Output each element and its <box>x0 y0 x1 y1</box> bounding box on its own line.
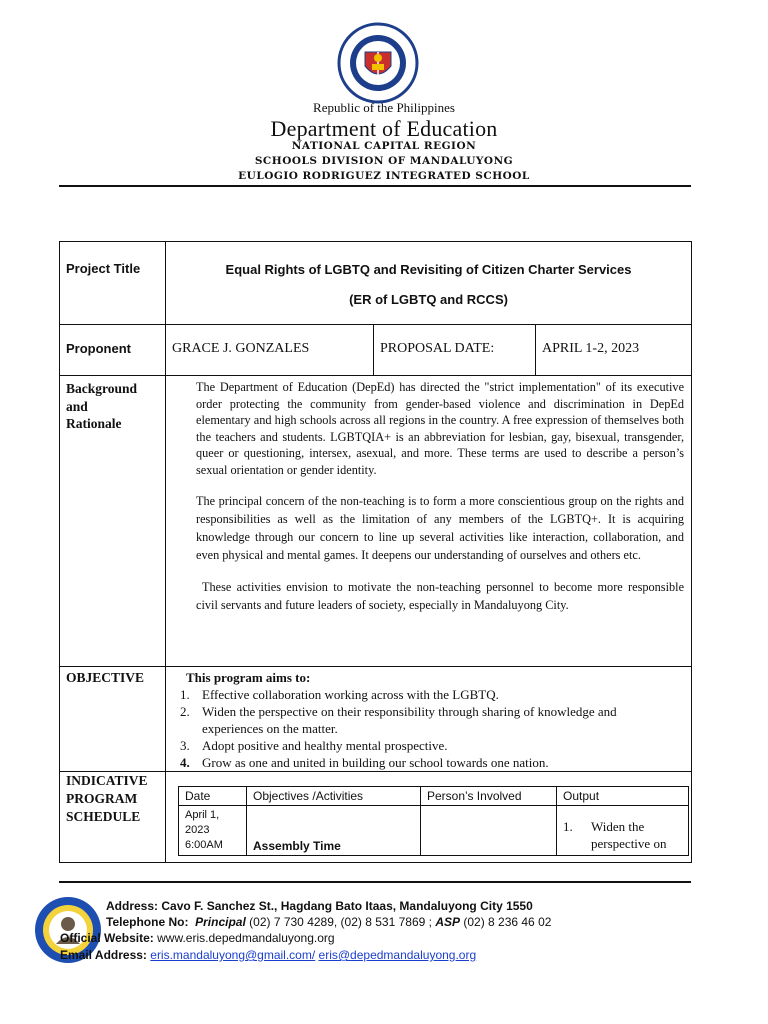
footer-website: Official Website: www.eris.depedmandaluyong.org <box>60 931 335 945</box>
background-label: Background and Rationale <box>66 381 138 431</box>
footer-divider <box>59 881 691 883</box>
objectives-list <box>180 686 670 771</box>
schedule-row-1: April 1, 2023 6:00AM Assembly Time 1. Widen the perspective on <box>179 806 689 856</box>
school-heading: EULOGIO RODRIGUEZ INTEGRATED SCHOOL <box>238 170 530 182</box>
background-row <box>60 376 692 667</box>
project-title: Equal Rights of LGBTQ and Revisiting of Citizen Charter Services <box>225 262 632 277</box>
proponent-name: GRACE J. GONZALES <box>172 341 310 356</box>
deped-seal-logo <box>337 22 419 104</box>
program-schedule-table <box>178 786 689 856</box>
proponent-label: Proponent <box>66 341 131 356</box>
project-title-label: Project Title <box>66 261 141 276</box>
objective-label: OBJECTIVE <box>66 670 145 685</box>
objective-row <box>60 667 692 772</box>
email-link-deped[interactable]: eris@depedmandaluyong.org <box>318 948 477 962</box>
project-proposal-table <box>59 241 692 863</box>
schedule-activity: Assembly Time <box>247 806 421 856</box>
objective-item: 2. Widen the perspective on their responsibility through sharing of knowledge and experiences on the matter. <box>180 704 617 736</box>
proponent-row <box>60 325 692 376</box>
footer-email: Email Address: eris.mandaluyong@gmail.com/ eris@depedmandaluyong.org <box>60 948 477 962</box>
republic-heading: Republic of the Philippines <box>313 100 455 115</box>
email-link-gmail[interactable]: eris.mandaluyong@gmail.com/ <box>150 948 316 962</box>
schedule-row <box>60 772 692 863</box>
schedule-output: 1. Widen the perspective on <box>563 819 667 851</box>
background-paragraph-3: These activities envision to motivate the non-teaching personnel to become more responsible civil servants and future leaders of society, especially in Mandaluyong City. <box>196 580 685 612</box>
background-paragraph-2: The principal concern of the non-teaching is to form a more conscientious group on the rights and responsibilities as well as the limitation of any members of the LGBTQ+. It is acquiring knowledge through our concern to line up several activities like interaction, collaboration, and even physical and mental games. It deepens our understanding of ourselves and others etc. <box>196 494 685 562</box>
schedule-header-date: Date <box>179 787 247 806</box>
division-heading: SCHOOLS DIVISION OF MANDALUYONG <box>254 155 514 167</box>
objective-item: 1. Effective collaboration working across with the LGBTQ. <box>180 687 499 702</box>
schedule-header-activities: Objectives /Activities <box>247 787 421 806</box>
footer-address: Address: Cavo F. Sanchez St., Hagdang Bato Itaas, Mandaluyong City 1550 <box>106 899 533 913</box>
objective-intro: This program aims to: <box>186 670 311 685</box>
objective-item: 4. Grow as one and united in building our school towards one nation. <box>180 755 549 770</box>
footer-telephone: Telephone No: Principal (02) 7 730 4289, (02) 8 531 7869 ; ASP (02) 8 236 46 02 <box>106 915 552 929</box>
proposal-date-label: PROPOSAL DATE: <box>380 341 495 356</box>
department-heading: Department of Education <box>270 116 498 141</box>
header-divider <box>59 185 691 187</box>
schedule-header-persons: Person’s Involved <box>421 787 557 806</box>
schedule-header-output: Output <box>557 787 689 806</box>
schedule-date: April 1, <box>185 809 220 821</box>
region-heading: NATIONAL CAPITAL REGION <box>291 140 477 152</box>
proposal-date: APRIL 1-2, 2023 <box>542 341 640 356</box>
schedule-persons <box>421 806 557 856</box>
objective-item: 3. Adopt positive and healthy mental prospective. <box>180 738 448 753</box>
schedule-label: INDICATIVE PROGRAM SCHEDULE <box>66 773 148 824</box>
project-title-row <box>60 242 692 325</box>
background-paragraph-1: The Department of Education (DepEd) has directed the "strict implementation" of its executive order protecting the community from gender-based violence and discrimination in DepEd elementary and high schools across all regions in the country. A free expression of themselves both the teachers and students. LGBTQIA+ is an abbreviation for lesbian, gay, bisexual, transgender, queer or questioning, intersex, asexual, and more. These terms are used to describe a person’s sexual orientation or gender identity. <box>196 380 685 477</box>
schedule-header-row <box>179 787 689 806</box>
project-acronym: (ER of LGBTQ and RCCS) <box>349 292 508 307</box>
website-text: www.eris.depedmandaluyong.org <box>157 931 335 945</box>
